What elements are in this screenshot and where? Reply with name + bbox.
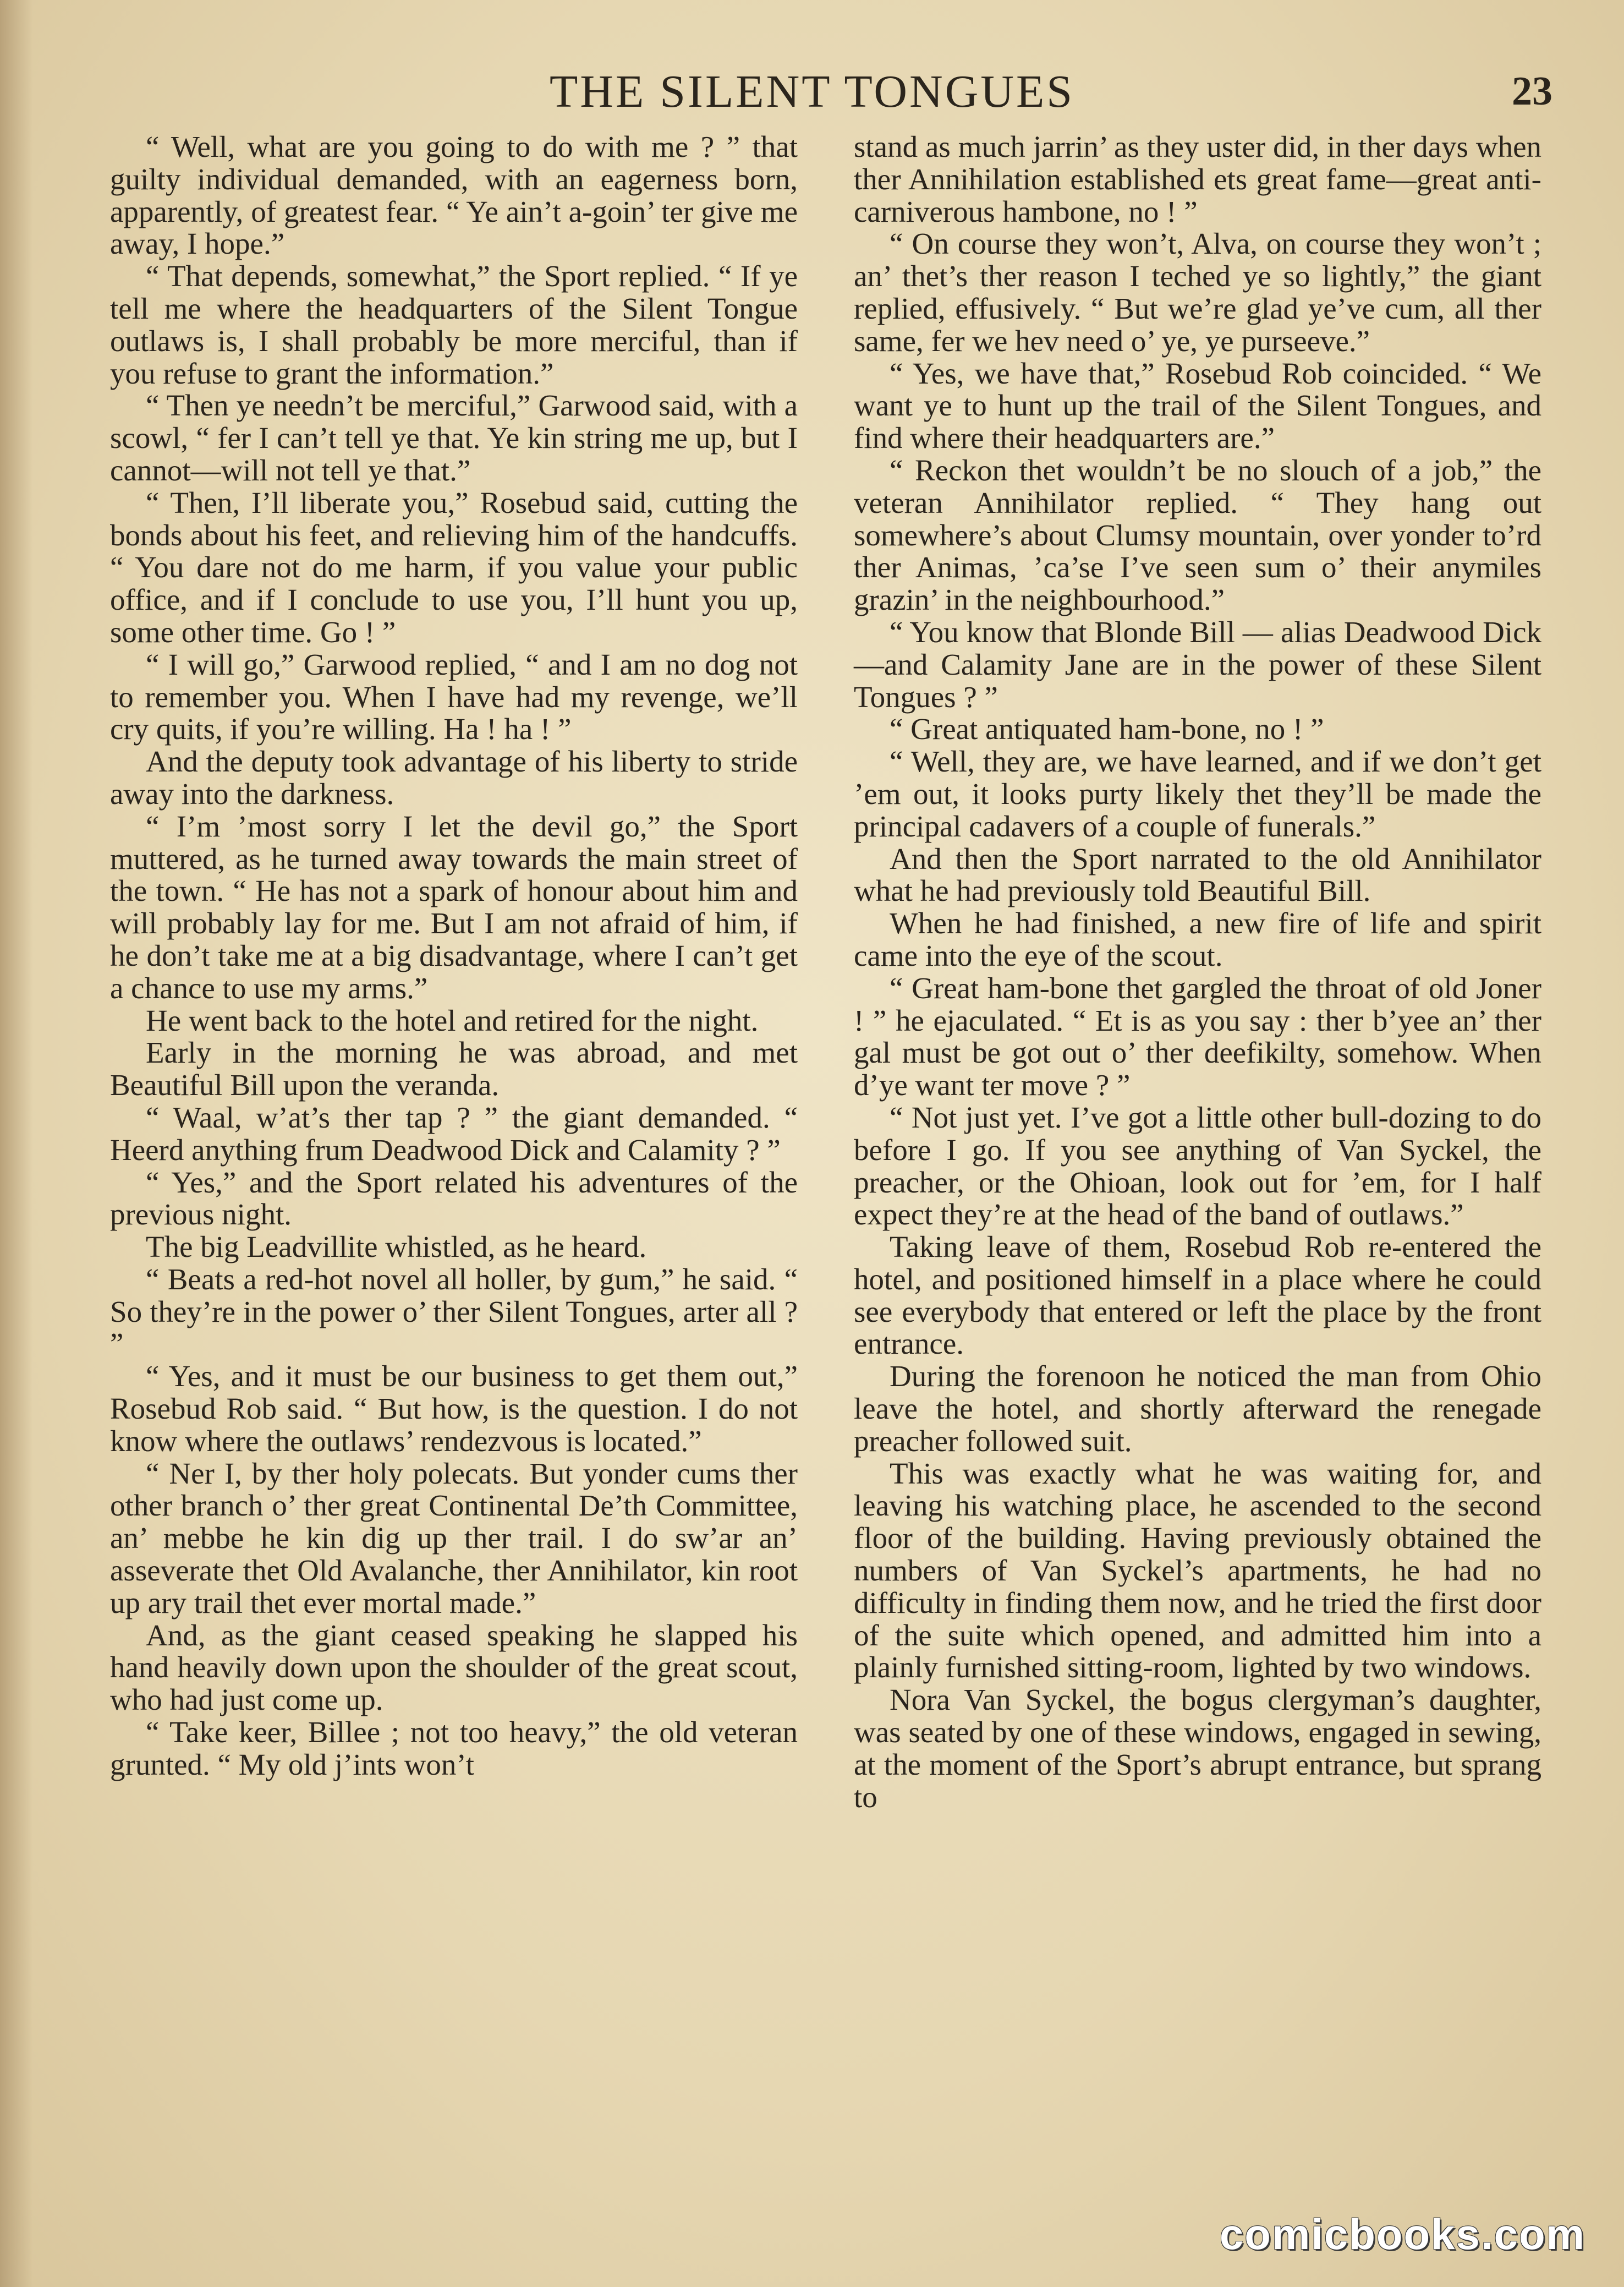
paragraph: Taking leave of them, Rosebud Rob re-entered the hotel, and positioned himself in a place where he could see everybody that entered or left the place by the front entrance. — [854, 1230, 1541, 1361]
left-text-column — [110, 131, 798, 1781]
running-header-title: THE SILENT TONGUES — [550, 66, 1074, 117]
paragraph: This was exactly what he was waiting for, and leaving his watching place, he ascended to the second floor of the building. Having previously obtained the numbers of Van Syckel’s apartments, he had no difficulty in finding them now, and he tried the first door of the suite which opened, and admitted him into a plainly furnished sitting-room, lighted by two windows. — [854, 1456, 1541, 1684]
page-edge-shadow — [0, 0, 33, 2287]
paragraph: “ I’m ’most sorry I let the devil go,” the Sport muttered, as he turned away towards the main street of the town. “ He has not a spark of honour about him and will probably lay for me. But I am not afraid of him, if he don’t take me at a big disadvantage, where I can’t get a chance to use my arms.” — [110, 809, 798, 1005]
paragraph: “ Yes,” and the Sport related his adventures of the previous night. — [110, 1165, 798, 1232]
watermark-logo: comicbooks.com — [1219, 2210, 1585, 2258]
paragraph: “ Yes, we have that,” Rosebud Rob coincided. “ We want ye to hunt up the trail of the Silent Tongues, and find where their headquarters are.” — [854, 356, 1541, 455]
paragraph: And the deputy took advantage of his liberty to stride away into the darkness. — [110, 745, 798, 811]
paragraph: When he had finished, a new fire of life and spirit came into the eye of the scout. — [854, 906, 1541, 972]
paragraph: “ Waal, w’at’s ther tap ? ” the giant demanded. “ Heerd anything frum Deadwood Dick and Calamity ? ” — [110, 1100, 798, 1167]
paragraph: “ Then, I’ll liberate you,” Rosebud said, cutting the bonds about his feet, and relieving him of the handcuffs. “ You dare not do me harm, if you value your public office, and if I conclude to use you, I’ll hunt you up, some other time. Go ! ” — [110, 485, 798, 649]
paragraph: “ On course they won’t, Alva, on course they won’t ; an’ thet’s ther reason I teched ye so lightly,” the giant replied, effusively. “ But we’re glad ye’ve cum, all ther same, fer we hev need o’ ye, ye purseeve.” — [854, 227, 1541, 358]
paragraph: Nora Van Syckel, the bogus clergyman’s daughter, was seated by one of these windows, engaged in sewing, at the moment of the Sport’s abrupt entrance, but sprang to — [854, 1683, 1541, 1814]
paragraph: “ Well, they are, we have learned, and if we don’t get ’em out, it looks purty likely thet they’ll be made the principal cadavers of a couple of funerals.” — [854, 745, 1541, 843]
paragraph: And then the Sport narrated to the old Annihilator what he had previously told Beautiful Bill. — [854, 841, 1541, 908]
paragraph: “ I will go,” Garwood replied, “ and I am no dog not to remember you. When I have had my revenge, we’ll cry quits, if you’re willing. Ha ! ha ! ” — [110, 647, 798, 746]
paragraph: “ Reckon thet wouldn’t be no slouch of a job,” the veteran Annihilator replied. “ They hang out somewhere’s about Clumsy mountain, over yonder to’rd ther Animas, ’ca’se I’ve seen sum o’ their anymiles grazin’ in the neighbourhood.” — [854, 453, 1541, 617]
paragraph: “ Great ham-bone thet gargled the throat of old Joner ! ” he ejaculated. “ Et is as you say : ther b’yee an’ ther gal must be got out o’ ther deefikilty, somehow. When d’ye want ter move ? ” — [854, 971, 1541, 1102]
paragraph: “ Ner I, by ther holy polecats. But yonder cums ther other branch o’ ther great Continental De’th Committee, an’ mebbe he kin dig up ther trail. I do sw’ar an’ asseverate thet Old Avalanche, ther Annihilator, kin root up ary trail thet ever mortal made.” — [110, 1456, 798, 1619]
page-number: 23 — [1512, 69, 1552, 114]
paragraph: “ Then ye needn’t be merciful,” Garwood said, with a scowl, “ fer I can’t tell ye that. Ye kin string me up, but I cannot—will not tell ye that.” — [110, 389, 798, 487]
paragraph: “ Take keer, Billee ; not too heavy,” the old veteran grunted. “ My old j’ints won’t — [110, 1715, 798, 1781]
right-text-column — [854, 131, 1541, 1813]
paragraph: “ You know that Blonde Bill — alias Deadwood Dick—and Calamity Jane are in the power of these Silent Tongues ? ” — [854, 615, 1541, 714]
paragraph: “ That depends, somewhat,” the Sport replied. “ If ye tell me where the headquarters of the Silent Tongue outlaws is, I shall probably be more merciful, than if you refuse to grant the information.” — [110, 259, 798, 390]
paragraph: He went back to the hotel and retired for the night. — [146, 1003, 759, 1037]
paragraph: “ Well, what are you going to do with me ? ” that guilty individual demanded, with an eagerness born, apparently, of greatest fear. “ Ye ain’t a-goin’ ter give me away, I hope.” — [110, 130, 798, 261]
paragraph: “ Not just yet. I’ve got a little other bull-dozing to do before I go. If you see anything of Van Syckel, the preacher, or the Ohioan, look out for ’em, for I half expect they’re at the head of the band of outlaws.” — [854, 1100, 1541, 1232]
paragraph: During the forenoon he noticed the man from Ohio leave the hotel, and shortly afterward the renegade preacher followed suit. — [854, 1359, 1541, 1458]
paragraph: “ Great antiquated ham-bone, no ! ” — [890, 712, 1324, 746]
paragraph: “ Yes, and it must be our business to get them out,” Rosebud Rob said. “ But how, is the question. I do not know where the outlaws’ rendezvous is located.” — [110, 1359, 798, 1458]
paragraph: Early in the morning he was abroad, and met Beautiful Bill upon the veranda. — [110, 1036, 798, 1102]
paragraph: And, as the giant ceased speaking he slapped his hand heavily down upon the shoulder of the great scout, who had just come up. — [110, 1618, 798, 1717]
paragraph: “ Beats a red-hot novel all holler, by gum,” he said. “ So they’re in the power o’ ther Silent Tongues, arter all ? ” — [110, 1262, 798, 1361]
paragraph: stand as much jarrin’ as they uster did, in ther days when ther Annihilation established ets great fame—great anti-carniverous hambone, no ! ” — [854, 130, 1541, 228]
paragraph: The big Leadvillite whistled, as he heard. — [146, 1230, 647, 1264]
